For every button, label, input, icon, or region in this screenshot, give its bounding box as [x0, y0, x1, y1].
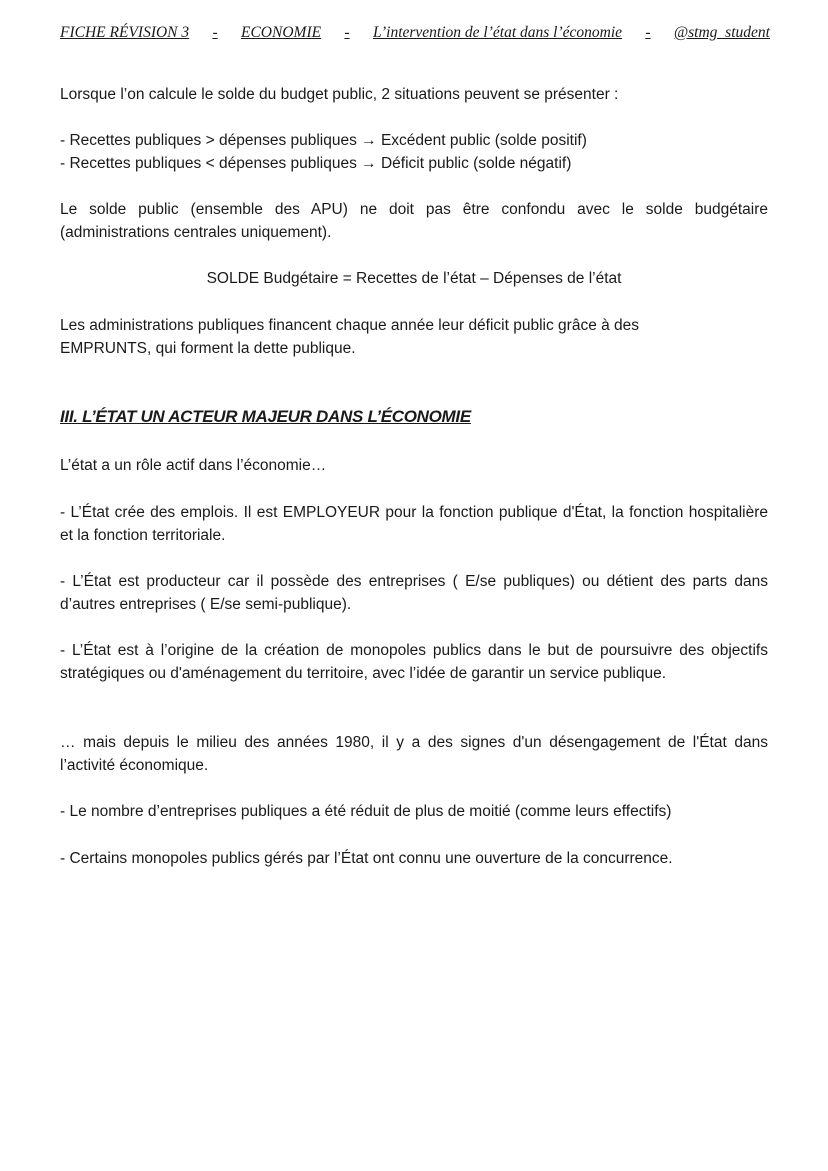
deficit-case: - Recettes publiques < dépenses publiques → Déficit public (solde négatif): [60, 155, 572, 172]
budget-formula: SOLDE Budgétaire = Recettes de l’état – Dépenses de l’état: [206, 270, 622, 287]
employer-point: - L’État crée des emplois. Il est EMPLOYEUR pour la fonction publique d'État, la fonction hospitalière et la fonction territoriale.: [60, 504, 768, 544]
header-topic: L’intervention de l’état dans l’économie: [372, 24, 623, 41]
budget-intro: Lorsque l’on calcule le solde du budget public, 2 situations peuvent se présenter :: [60, 86, 619, 103]
section-title: III. L’ÉTAT UN ACTEUR MAJEUR DANS L’ÉCONOMIE: [60, 407, 471, 426]
producer-point: - L’État est producteur car il possède des entreprises ( E/se publiques) ou détient des parts dans d’autres entreprises ( E/se semi-publique).: [60, 573, 768, 613]
page-header: [60, 24, 770, 42]
header-separator: -: [344, 24, 350, 41]
balance-distinction: Le solde public (ensemble des APU) ne doit pas être confondu avec le solde budgétaire (administrations centrales uniquement).: [60, 201, 768, 241]
financing-line: Les administrations publiques financent chaque année leur déficit public grâce à des: [60, 317, 640, 334]
header-subject: ECONOMIE: [241, 24, 322, 41]
competition-point: - Certains monopoles publics gérés par l’État ont connu une ouverture de la concurrence.: [60, 850, 673, 867]
budget-cases-list: [60, 129, 768, 175]
header-separator: -: [645, 24, 651, 41]
reduction-point: - Le nombre d’entreprises publiques a été réduit de plus de moitié (comme leurs effectifs): [60, 803, 672, 820]
financing-line: EMPRUNTS, qui forment la dette publique.: [60, 340, 356, 357]
header-fiche: FICHE RÉVISION 3: [60, 24, 190, 41]
disengagement-point: … mais depuis le milieu des années 1980, il y a des signes d'un désengagement de l'État dans l’activité économique.: [60, 734, 768, 774]
monopolies-point: - L’État est à l’origine de la création de monopoles publics dans le but de poursuivre des objectifs stratégiques ou d'aménagement du territoire, avec l’idée de garantir un service publique.: [60, 642, 768, 682]
header-separator: -: [212, 24, 218, 41]
header-handle: @stmg_student: [673, 24, 770, 41]
surplus-case: - Recettes publiques > dépenses publiques → Excédent public (solde positif): [60, 132, 587, 149]
state-role-intro: L’état a un rôle actif dans l’économie…: [60, 457, 327, 474]
deficit-financing: [60, 314, 768, 360]
